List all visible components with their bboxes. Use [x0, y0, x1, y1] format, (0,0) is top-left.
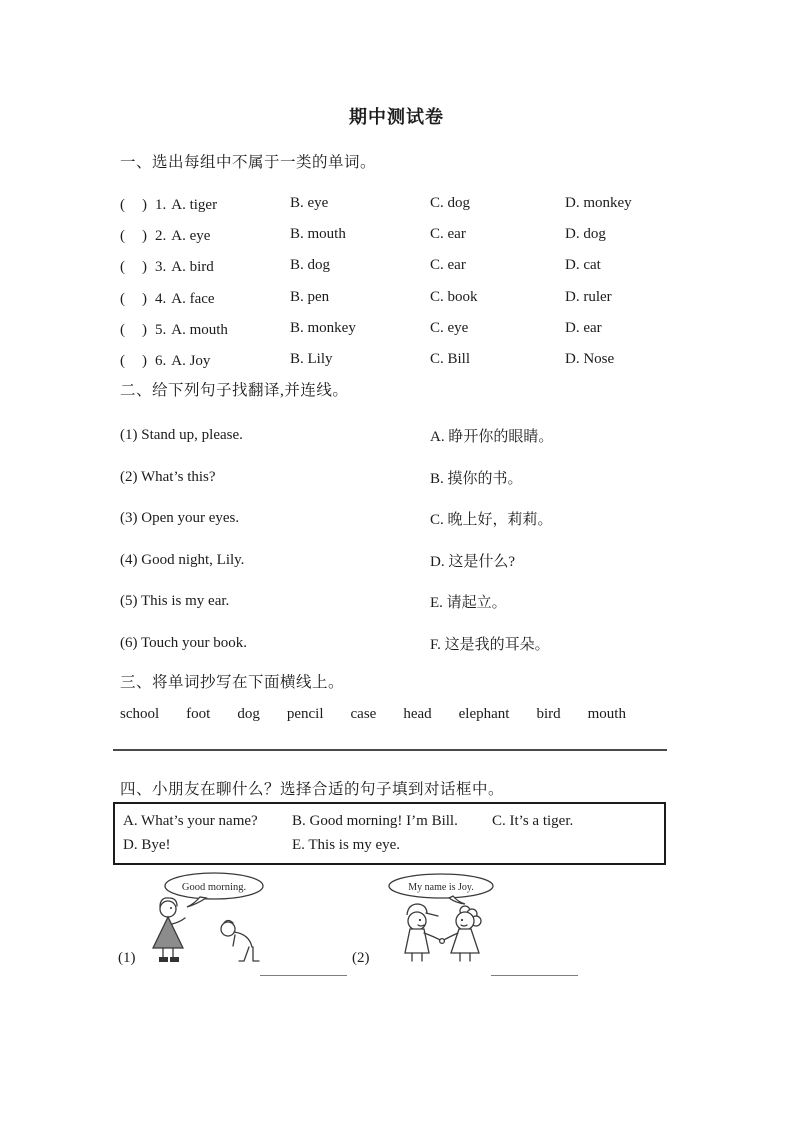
copy-line — [113, 749, 667, 751]
match-row — [120, 623, 680, 665]
question-row — [120, 313, 680, 344]
option-b: B. monkey — [290, 319, 356, 336]
section4-heading: 四、小朋友在聊什么？选择合适的句子填到对话框中。 — [120, 781, 505, 798]
question-lead — [120, 318, 290, 339]
boy-figure — [405, 904, 442, 961]
option-d: D. dog — [565, 226, 606, 243]
option-d: D. ear — [565, 319, 602, 336]
speech-bubble — [389, 874, 493, 904]
question-lead — [120, 224, 290, 245]
option-c: C. ear — [430, 226, 466, 243]
option-c: C. eye — [430, 319, 469, 336]
match-row — [120, 457, 680, 499]
illustration-handshake-kids — [379, 873, 503, 963]
options-box — [113, 802, 666, 865]
question-row — [120, 188, 680, 219]
option-c: C. dog — [430, 195, 471, 212]
option-a: A. face — [171, 290, 215, 307]
answer-blank: ( ) — [120, 197, 148, 214]
section2-heading: 二、给下列句子找翻译,并连线。 — [120, 382, 349, 399]
option-b: B. eye — [290, 195, 329, 212]
option-d: D. cat — [565, 257, 601, 274]
option-b: B. pen — [290, 288, 330, 305]
option-c: C. It’s a tiger. — [492, 813, 574, 829]
options-row — [123, 837, 656, 854]
option-a: A. bird — [171, 259, 214, 276]
bowing-kid-figure — [221, 921, 259, 962]
translation-chinese: E. 请起立。 — [430, 595, 507, 612]
translation-chinese: D. 这是什么? — [430, 553, 515, 570]
illustration-greeting-kids — [140, 871, 272, 965]
question-lead — [120, 287, 290, 308]
translation-chinese: F. 这是我的耳朵。 — [430, 636, 550, 653]
sentence-english: (1) Stand up, please. — [120, 427, 243, 444]
speech-bubble — [165, 873, 263, 907]
match-row — [120, 581, 680, 623]
copy-word: bird — [536, 706, 561, 722]
translation-chinese: A. 睁开你的眼睛。 — [430, 429, 554, 446]
question-number: 3. — [155, 259, 167, 276]
option-b: B. mouth — [290, 226, 346, 243]
copy-word: elephant — [458, 706, 510, 722]
question-number: 5. — [155, 321, 167, 338]
answer-blank: ( ) — [120, 353, 148, 370]
copy-word: case — [350, 706, 377, 722]
section1-questions — [120, 188, 680, 375]
option-b: B. dog — [290, 257, 331, 274]
translation-chinese: B. 摸你的书。 — [430, 470, 523, 487]
option-d: D. monkey — [565, 195, 632, 212]
question-row — [120, 282, 680, 313]
sentence-english: (2) What’s this? — [120, 468, 216, 485]
options-row — [123, 813, 656, 830]
page-title: 期中测试卷 — [349, 107, 444, 127]
section3-heading: 三、将单词抄写在下面横线上。 — [120, 674, 345, 691]
copy-word: mouth — [587, 706, 626, 722]
answer-line-2 — [491, 975, 578, 976]
answer-line-1 — [260, 975, 347, 976]
question-number: 2. — [155, 228, 167, 245]
sentence-english: (5) This is my ear. — [120, 593, 230, 610]
option-a: A. eye — [171, 228, 211, 245]
option-c: C. book — [430, 288, 478, 305]
answer-blank: ( ) — [120, 228, 148, 245]
copy-word: school — [120, 706, 160, 722]
option-a: A. Joy — [171, 353, 211, 370]
option-b: B. Lily — [290, 351, 333, 368]
dialog-label-1: (1) — [118, 950, 136, 966]
option-a: A. What’s your name? — [123, 813, 258, 829]
speech-bubble-text: My name is Joy. — [408, 882, 474, 893]
match-row — [120, 540, 680, 582]
match-row — [120, 498, 680, 540]
answer-blank: ( ) — [120, 259, 148, 276]
girl-figure — [440, 906, 481, 961]
question-row — [120, 344, 680, 375]
match-row — [120, 415, 680, 457]
option-c: C. Bill — [430, 351, 471, 368]
copy-word: dog — [237, 706, 260, 722]
question-row — [120, 219, 680, 250]
option-e: E. This is my eye. — [292, 837, 401, 853]
dialog-label-2: (2) — [352, 950, 370, 966]
question-row — [120, 250, 680, 281]
speech-bubble-text: Good morning. — [181, 882, 247, 893]
section2-matching — [120, 415, 680, 664]
option-d: D. ruler — [565, 288, 612, 305]
option-a: A. tiger — [171, 197, 218, 214]
copy-word: foot — [186, 706, 211, 722]
girl-figure — [153, 898, 185, 962]
copy-word: pencil — [286, 706, 324, 722]
sentence-english: (6) Touch your book. — [120, 634, 247, 651]
option-c: C. ear — [430, 257, 466, 274]
sentence-english: (4) Good night, Lily. — [120, 551, 245, 568]
sentence-english: (3) Open your eyes. — [120, 510, 240, 527]
option-a: A. mouth — [171, 321, 228, 338]
answer-blank: ( ) — [120, 321, 148, 338]
answer-blank: ( ) — [120, 290, 148, 307]
question-lead — [120, 193, 290, 214]
copy-word-list — [120, 706, 626, 723]
option-d: D. Nose — [565, 351, 615, 368]
section1-heading: 一、选出每组中不属于一类的单词。 — [120, 154, 377, 171]
option-d: D. Bye! — [123, 837, 171, 853]
question-number: 6. — [155, 353, 167, 370]
translation-chinese: C. 晚上好，莉莉。 — [430, 512, 553, 529]
option-b: B. Good morning! I’m Bill. — [292, 813, 458, 829]
question-number: 4. — [155, 290, 167, 307]
question-lead — [120, 255, 290, 276]
question-lead — [120, 349, 290, 370]
copy-word: head — [403, 706, 432, 722]
question-number: 1. — [155, 197, 167, 214]
